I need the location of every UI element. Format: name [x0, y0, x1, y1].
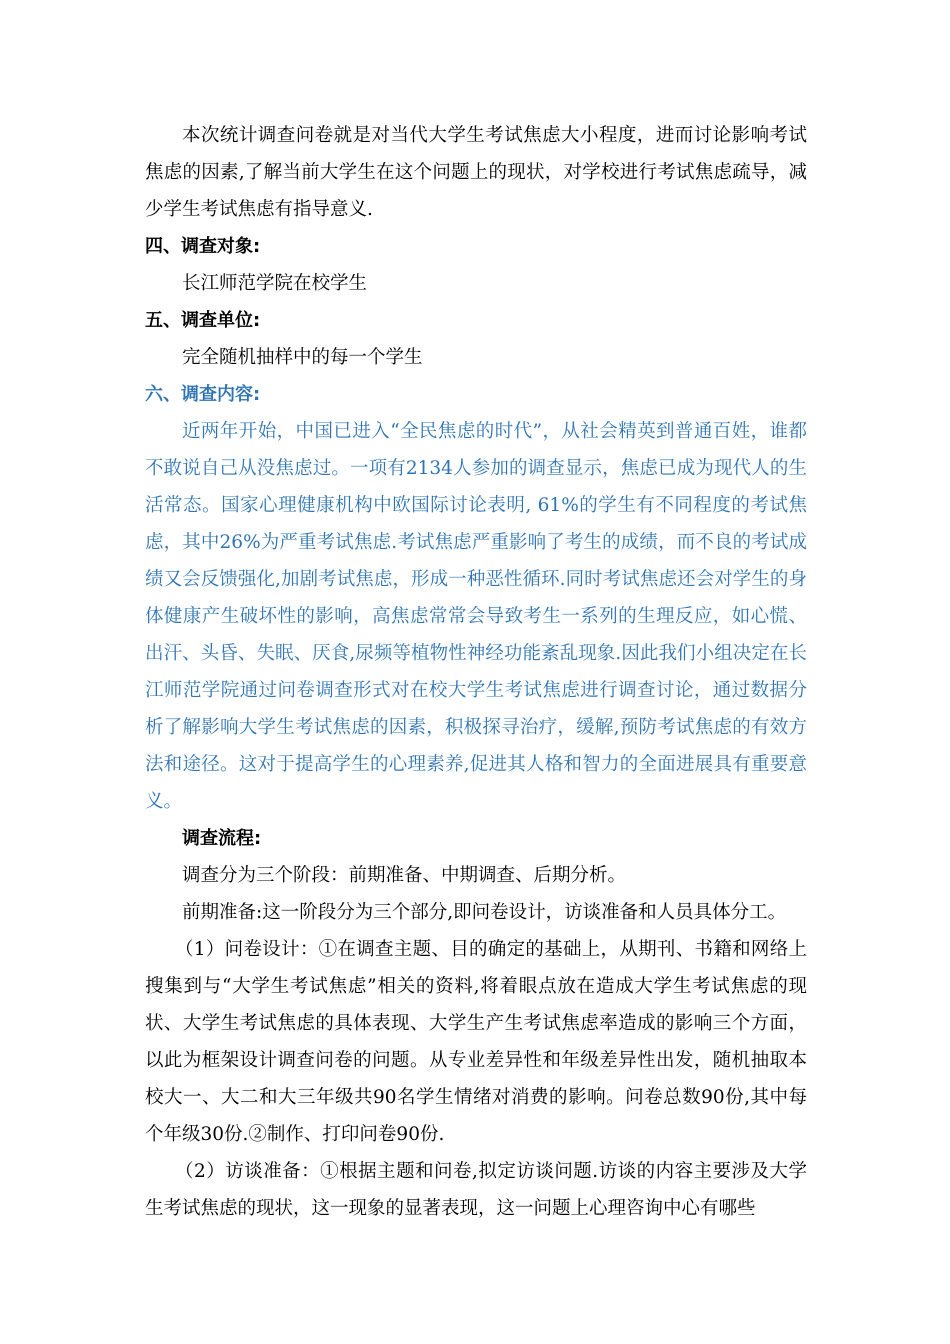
preparation-text: 前期准备:这一阶段分为三个部分,即问卷设计，访谈准备和人员具体分工。 — [182, 902, 787, 923]
document-page — [145, 117, 807, 1227]
interview-prep-paragraph: （2）访谈准备：①根据主题和问卷,拟定访谈问题.访谈的内容主要涉及大学生考试焦虑的现状，这一现象的显著表现，这一问题上心理咨询中心有哪些 — [145, 1161, 807, 1219]
survey-subject-text: 长江师范学院在校学生 — [182, 273, 368, 294]
intro-paragraph: 本次统计调查问卷就是对当代大学生考试焦虑大小程度，进而讨论影响考试焦虑的因素,了解当前大学生在这个问题上的现状，对学校进行考试焦虑疏导，减少学生考试焦虑有指导意义. — [145, 125, 807, 220]
process-stages-text: 调查分为三个阶段：前期准备、中期调查、后期分析。 — [182, 865, 627, 886]
section-heading-6: 六、调查内容: — [145, 384, 261, 405]
questionnaire-design-paragraph: （1）问卷设计：①在调查主题、目的确定的基础上，从期刊、书籍和网络上搜集到与“大学生考试焦虑”相关的资料,将着眼点放在造成大学生考试焦虑的现状、大学生考试焦虑的具体表现、大学生产生考试焦虑率造成的影响三个方面，以此为框架设计调查问卷的问题。从专业差异性和年级差异性出发，随机抽取本校大一、大二和大三年级共90名学生情绪对消费的影响。问卷总数90份,其中每个年级30份.②制作、打印问卷90份. — [145, 939, 807, 1145]
section-heading-5: 五、调查单位: — [145, 310, 261, 331]
process-heading: 调查流程: — [182, 828, 262, 849]
section-heading-4: 四、调查对象: — [145, 236, 261, 257]
survey-content-paragraph: 近两年开始，中国已进入“全民焦虑的时代”，从社会精英到普通百姓，谁都不敢说自己从没焦虑过。一项有2134人参加的调查显示，焦虑已成为现代人的生活常态。国家心理健康机构中欧国际讨论表明, 61%的学生有不同程度的考试焦虑，其中26%为严重考试焦虑.考试焦虑严重影响了考生的成绩，而不良的考试成绩又会反馈强化,加剧考试焦虑，形成一种恶性循环.同时考试焦虑还会对学生的身体健康产生破坏性的影响，高焦虑常常会导致考生一系列的生理反应，如心慌、出汗、头昏、失眠、厌食,尿频等植物性神经功能紊乱现象.因此我们小组决定在长江师范学院通过问卷调查形式对在校大学生考试焦虑进行调查讨论，通过数据分析了解影响大学生考试焦虑的因素，积极探寻治疗，缓解,预防考试焦虑的有效方法和途径。这对于提高学生的心理素养,促进其人格和智力的全面进展具有重要意义。 — [145, 421, 807, 812]
survey-unit-text: 完全随机抽样中的每一个学生 — [182, 347, 423, 368]
